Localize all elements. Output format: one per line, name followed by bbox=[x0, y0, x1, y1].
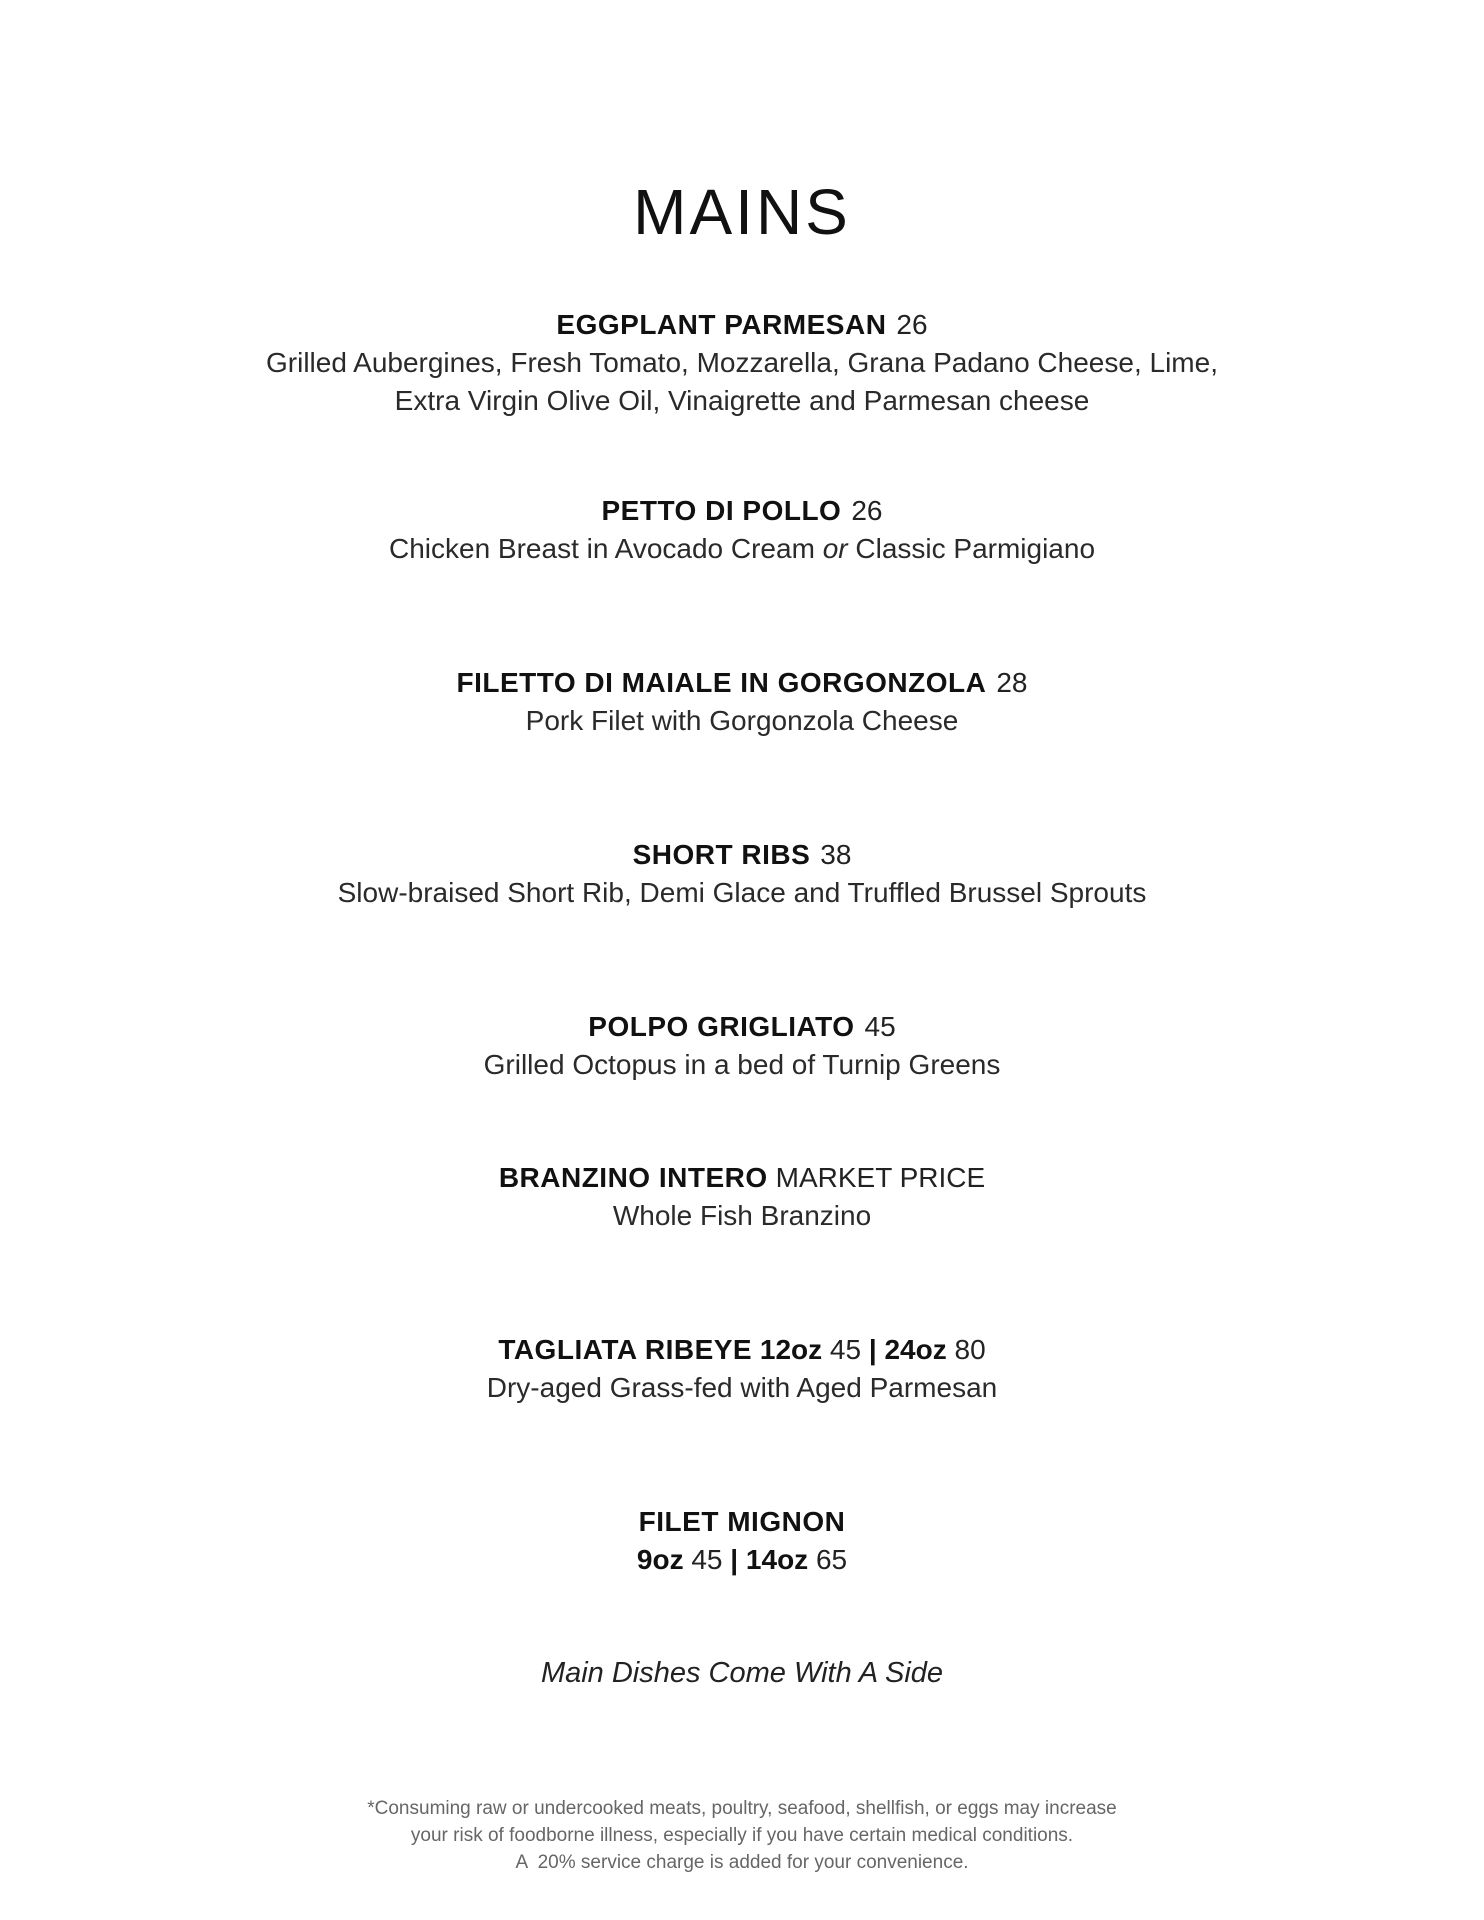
side-dish-note: Main Dishes Come With A Side bbox=[540, 1657, 944, 1689]
portion-price: 80 bbox=[954, 1334, 986, 1365]
menu-item-name: EGGPLANT PARMESAN bbox=[556, 309, 887, 340]
page-title: MAINS bbox=[633, 176, 851, 248]
menu-item-name: FILET MIGNON bbox=[638, 1506, 846, 1537]
portion-size: 14oz bbox=[745, 1544, 809, 1575]
menu-item-name: POLPO GRIGLIATO bbox=[588, 1011, 855, 1042]
menu-item-description: Grilled Octopus in a bed of Turnip Greens bbox=[483, 1049, 1001, 1080]
menu-item-header bbox=[0, 1503, 1484, 1541]
menu-item-description: Dry-aged Grass-fed with Aged Parmesan bbox=[486, 1372, 998, 1403]
menu-item-short-ribs bbox=[0, 836, 1484, 912]
menu-item-description: Pork Filet with Gorgonzola Cheese bbox=[525, 705, 959, 736]
menu-item-description bbox=[0, 530, 1484, 568]
portion-size: 9oz bbox=[636, 1544, 684, 1575]
menu-item-description: Extra Virgin Olive Oil, Vinaigrette and Parmesan cheese bbox=[394, 385, 1090, 416]
price-separator: | bbox=[730, 1544, 739, 1575]
menu-item-portions bbox=[0, 1541, 1484, 1579]
menu-item-header bbox=[0, 836, 1484, 874]
menu-item-header bbox=[0, 1331, 1484, 1369]
menu-item-petto-di-pollo bbox=[0, 492, 1484, 568]
menu-item-header bbox=[0, 1008, 1484, 1046]
menu-item-header bbox=[0, 664, 1484, 702]
menu-item-tagliata-ribeye bbox=[0, 1331, 1484, 1407]
description-or: or bbox=[822, 533, 848, 564]
menu-item-price: 28 bbox=[996, 667, 1028, 698]
portion-price: 65 bbox=[815, 1544, 848, 1575]
menu-item-price: 38 bbox=[820, 839, 852, 870]
disclaimer-line: *Consuming raw or undercooked meats, poultry, seafood, shellfish, or eggs may increase bbox=[367, 1798, 1117, 1819]
menu-item-header bbox=[0, 1159, 1484, 1197]
menu-item-eggplant-parmesan bbox=[0, 306, 1484, 420]
portion-size: 12oz bbox=[759, 1334, 823, 1365]
price-separator: | bbox=[868, 1334, 877, 1365]
menu-item-name: TAGLIATA RIBEYE bbox=[498, 1334, 753, 1365]
menu-item-price: 26 bbox=[896, 309, 928, 340]
portion-price: 45 bbox=[829, 1334, 862, 1365]
service-charge-note: A 20% service charge is added for your convenience. bbox=[515, 1852, 969, 1873]
description-text: Chicken Breast in Avocado Cream bbox=[388, 533, 823, 564]
menu-item-polpo-grigliato bbox=[0, 1008, 1484, 1084]
menu-item-header bbox=[0, 306, 1484, 344]
menu-item-filet-mignon bbox=[0, 1503, 1484, 1579]
menu-item-branzino-intero bbox=[0, 1159, 1484, 1235]
menu-item-filetto-di-maiale bbox=[0, 664, 1484, 740]
disclaimer-line: your risk of foodborne illness, especially if you have certain medical conditions. bbox=[410, 1825, 1074, 1846]
menu-item-price: 45 bbox=[864, 1011, 896, 1042]
menu-item-price: MARKET PRICE bbox=[775, 1162, 986, 1193]
menu-item-description: Slow-braised Short Rib, Demi Glace and Truffled Brussel Sprouts bbox=[337, 877, 1147, 908]
portion-price: 45 bbox=[691, 1544, 723, 1575]
menu-item-name: SHORT RIBS bbox=[632, 839, 811, 870]
menu-item-description: Whole Fish Branzino bbox=[612, 1200, 872, 1231]
footer-disclaimer bbox=[0, 1795, 1484, 1876]
menu-item-name: FILETTO DI MAIALE IN GORGONZOLA bbox=[456, 667, 987, 698]
description-text: Classic Parmigiano bbox=[847, 533, 1096, 564]
menu-item-header bbox=[0, 492, 1484, 530]
menu-item-price: 26 bbox=[851, 495, 883, 526]
menu-item-name: BRANZINO INTERO bbox=[498, 1162, 768, 1193]
menu-item-name: PETTO DI POLLO bbox=[601, 495, 842, 526]
portion-size: 24oz bbox=[884, 1334, 947, 1365]
menu-item-description: Grilled Aubergines, Fresh Tomato, Mozzarella, Grana Padano Cheese, Lime, bbox=[266, 347, 1218, 378]
